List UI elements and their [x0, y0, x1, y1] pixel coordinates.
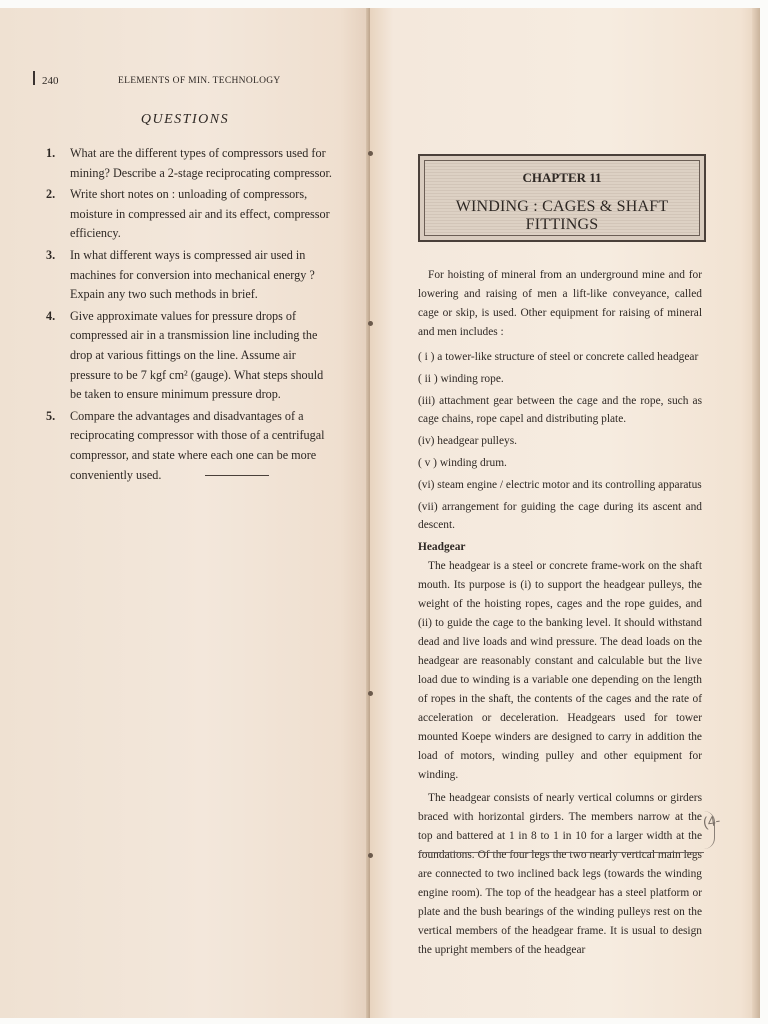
page-number: 240 — [42, 75, 59, 87]
list-item: (vi) steam engine / electric motor and its controlling apparatus — [418, 479, 702, 491]
intro-paragraph: For hoisting of mineral from an underground mine and for lowering and raising of men a lift-like conveyance, called cage or skip, is used. Other equipment for raising of mineral and men includes : — [418, 269, 702, 338]
question-number: 2. — [46, 187, 56, 202]
question-item — [46, 246, 336, 305]
question-item — [46, 407, 336, 485]
question-number: 5. — [46, 408, 56, 423]
chapter-title: WINDING : CAGES & SHAFT FITTINGS — [455, 198, 669, 233]
body-paragraph: The headgear is a steel or concrete frame-work on the shaft mouth. Its purpose is (i) to support the headgear pulleys, the weight of the hoisting ropes, cages and the rope guides, and (ii) to guide the cage to the banking level. It should withstand dead and live loads and wind pressure. The dead loads on the headgear are reasonably constant and calculable but the live load due to winding is a variable one depending on the length of ropes in the shaft, the contents of the cages and the rate of acceleration or deceleration. Headgears used for tower mounted Koepe winders are designed to carry in addition the load of motors, winding pulley and other equipment for winding. — [418, 560, 702, 781]
list-item: (vii) arrangement for guiding the cage during its ascent and descent. — [418, 501, 702, 531]
list-item: ( v ) winding drum. — [418, 457, 507, 469]
questions-heading: QUESTIONS — [140, 112, 230, 127]
question-item — [46, 185, 336, 244]
body-paragraph: The headgear consists of nearly vertical columns or girders braced with horizontal girders. The members narrow at the top and battered at 1 in 8 to 1 in 10 for a larger width at the foundations. Of the four legs the two nearly vertical main legs are connected to two inclined back legs (towards the winding engine room). The top of the headgear has a steel platform or plate and the bush bearings of the winding pulleys rest on the vertical members of the headgear frame. It is usual to design the upright members of the headgear — [418, 792, 702, 956]
binding-staple — [368, 691, 373, 696]
equipment-list — [418, 348, 702, 534]
binding-staple — [368, 151, 373, 156]
question-item — [46, 307, 336, 405]
page-edge — [752, 8, 760, 1018]
question-text: Give approximate values for pressure drops of compressed air in a transmission line including the drop at various fittings on the line. Assume air pressure to be 7 kgf cm² (gauge). What steps should be taken to ensure minimum pressure drop. — [70, 308, 324, 402]
section-heading: Headgear — [418, 541, 466, 553]
pencil-margin-mark — [33, 71, 35, 85]
question-number: 3. — [46, 247, 56, 262]
question-text: In what different ways is compressed air used in machines for conversion into mechanical energy ? Expain any two such methods in brief. — [70, 247, 315, 302]
question-number: 1. — [46, 146, 56, 160]
question-text: What are the different types of compressors used for mining? Describe a 2-stage reciprocating compressor. — [70, 146, 332, 180]
open-book — [0, 8, 760, 1018]
chapter-body — [418, 266, 702, 960]
question-number: 4. — [46, 308, 56, 323]
list-item: ( ii ) winding rope. — [418, 373, 504, 385]
chapter-number: CHAPTER 11 — [522, 170, 602, 185]
running-head: ELEMENTS OF MIN. TECHNOLOGY — [118, 76, 281, 86]
section-end-rule — [205, 475, 269, 476]
margin-note: (4- — [701, 811, 722, 831]
list-item: ( i ) a tower-like structure of steel or concrete called headgear — [418, 351, 699, 363]
left-page — [0, 8, 370, 1018]
question-text: Write short notes on : unloading of compressors, moisture in compressed air and its effect, compressor efficiency. — [70, 187, 330, 241]
chapter-heading-box — [418, 154, 706, 242]
binding-staple — [368, 321, 373, 326]
question-text: Compare the advantages and disadvantages of a reciprocating compressor with those of a centrifugal compressor, and state where each one can be more conveniently used. — [70, 408, 325, 482]
list-item: (iii) attachment gear between the cage and the rope, such as cage chains, rope capel and distributing plate. — [418, 395, 702, 425]
binding-staple — [368, 853, 373, 858]
pencil-underline — [418, 852, 704, 853]
questions-list — [46, 144, 336, 487]
list-item: (iv) headgear pulleys. — [418, 435, 517, 447]
question-item — [46, 144, 336, 183]
